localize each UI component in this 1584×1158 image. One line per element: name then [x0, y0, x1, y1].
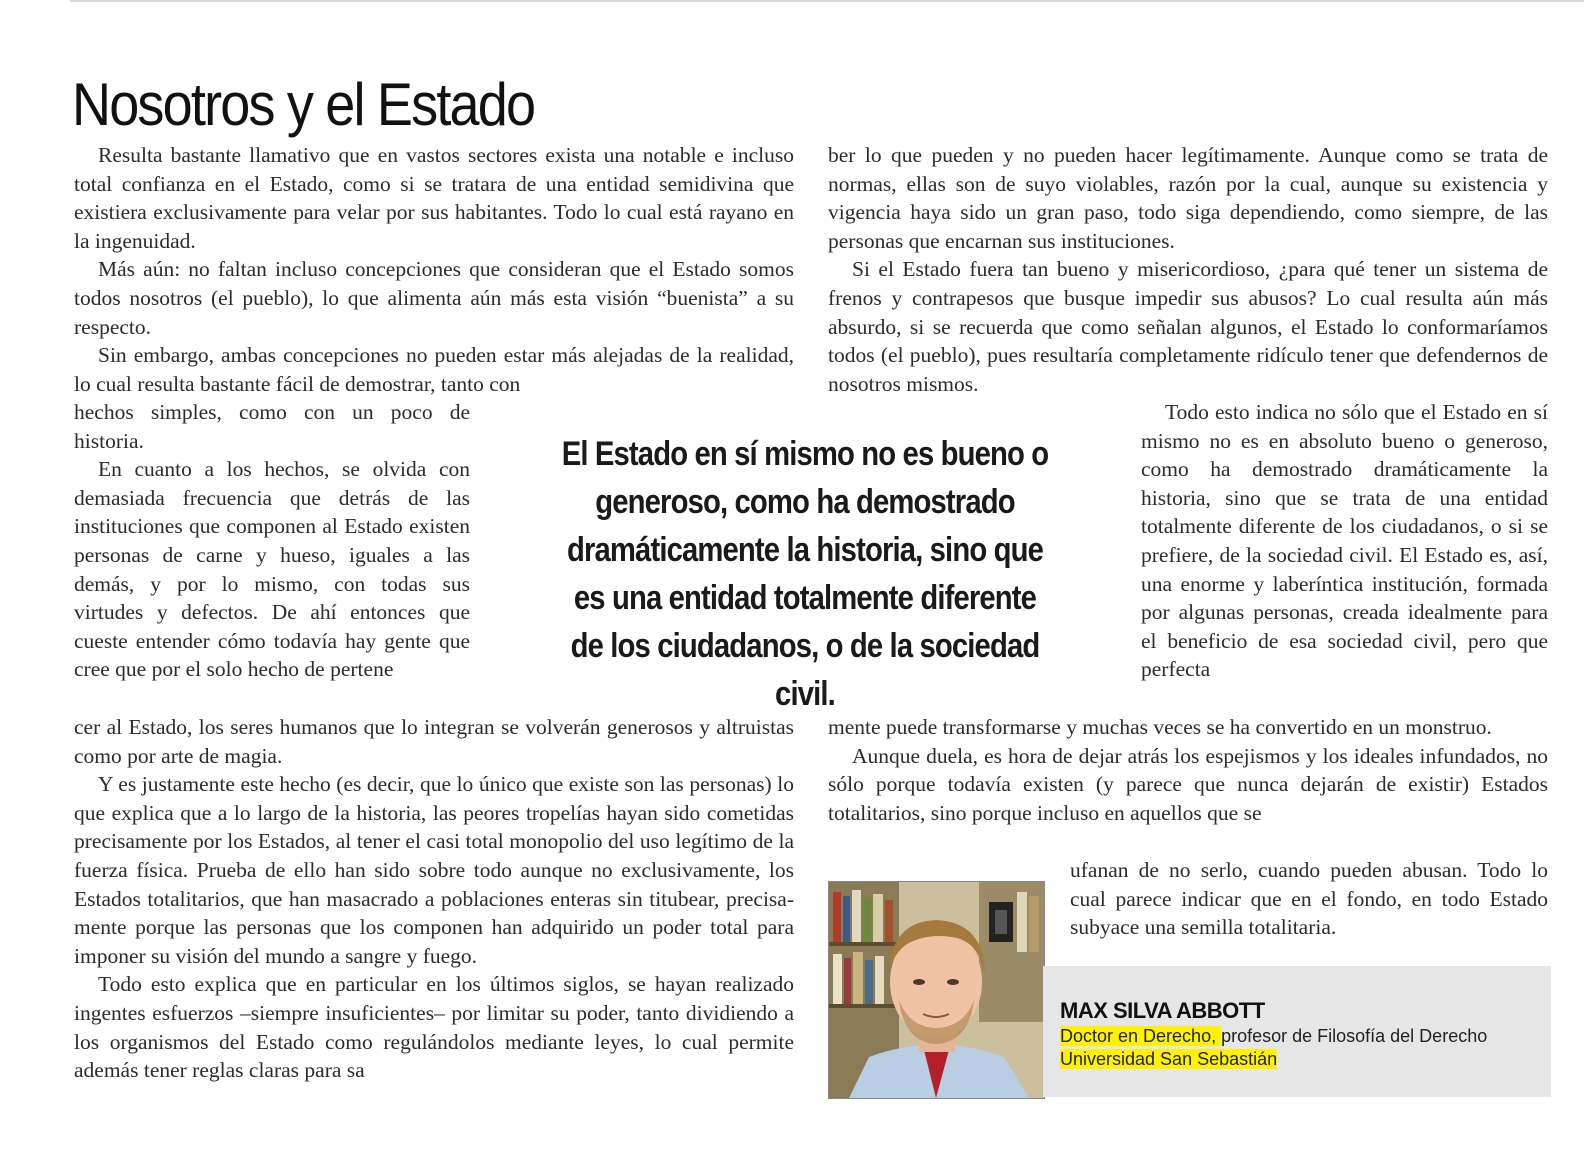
column-1-top	[74, 141, 794, 398]
paragraph: cer al Estado, los seres humanos que lo integran se volverán generosos y altruistas como por arte de magia.	[74, 715, 794, 768]
author-photo	[828, 881, 1045, 1099]
paragraph: hechos simples, como con un poco de historia.	[74, 400, 470, 453]
author-university-text: Universidad San Sebastián	[1060, 1049, 1278, 1069]
author-role-rest: profesor de Filosofía del Derecho	[1221, 1026, 1488, 1046]
author-role-highlighted: Doctor en Derecho,	[1060, 1026, 1222, 1046]
top-rule	[70, 0, 1584, 6]
paragraph: Y es justamente este hecho (es decir, que lo único que existe son las personas) lo que explica que a lo largo de la historia, las peores tropelías hayan sido cometidas precisamente por los Estados, al tener el casi total monopolio del uso legítimo de la fuerza física. Prueba de ello han sido sobre todo aunque no exclusivamente, los Estados totalitarios, que han masacrado a poblaciones enteras sin titubear, precisamente porque las personas que los componen han adquirido un poder total para imponer su visión del mundo a sangre y fuego.	[74, 772, 794, 968]
paragraph: Sin embargo, ambas concepciones no pueden estar más alejadas de la realidad, lo cual resulta bastante fácil de demostrar, tanto con	[74, 343, 794, 396]
column-2-narrow	[1141, 398, 1548, 684]
pull-quote: El Estado en sí mismo no es bueno o generoso, como ha demostrado dramáticamente la historia, sino que es una entidad totalmente diferente de los ciudadanos, o de la sociedad civil.	[561, 435, 1049, 713]
paragraph: Más aún: no faltan incluso concepciones que consideran que el Estado somos todos nosotros (el pueblo), lo que alimenta aún más esta visión “buenista” a su respecto.	[74, 257, 794, 339]
paragraph: Resulta bastante llamativo que en vastos sectores exista una notable e incluso total confianza en el Estado, como si se tratara de una entidad semidivina que existiera exclusivamente para velar por sus habitantes. Todo lo cual está rayano en la ingenuidad.	[74, 143, 794, 253]
paragraph: Aunque duela, es hora de dejar atrás los espejismos y los ideales infundados, no sólo porque todavía existen (y parece que nunca dejarán de existir) Estados totalitarios, sino porque incluso en aquellos que se	[828, 743, 1548, 825]
paragraph: ber lo que pueden y no pueden hacer legítimamente. Aunque como se trata de normas, ellas son de suyo violables, razón por la cual, aunque su existencia y vigencia haya sido un gran paso, todo siga dependiendo, como siempre, de las personas que encarnan sus instituciones.	[828, 143, 1548, 253]
column-2-bottom	[1070, 856, 1548, 942]
paragraph: En cuanto a los hechos, se olvida con demasiada frecuencia que detrás de las instituciones que componen al Estado existen personas de carne y hueso, iguales a las demás, y por lo mismo, con todas sus virtudes y defectos. De ahí entonces que cueste entender cómo todavía hay gente que cree que por el solo hecho de pertene	[74, 457, 470, 682]
column-1-bottom	[74, 713, 794, 1085]
author-portrait-icon	[829, 882, 1044, 1098]
author-name: MAX SILVA ABBOTT	[1060, 998, 1265, 1023]
paragraph: Si el Estado fuera tan bueno y misericordioso, ¿para qué tener un sistema de frenos y contrapesos que busque impedir sus abusos? Lo cual resulta aún más absurdo, si se recuerda que como señalan algunos, el Estado lo conformaríamos todos (el pueblo), pues resultaría completamente ridículo tener que defendernos de nosotros mismos.	[828, 257, 1548, 396]
paragraph: Todo esto indica no sólo que el Estado en sí mismo no es en absoluto bueno o generoso, como ha demostrado dramáticamente la historia, sino que se trata de una entidad totalmente diferente de los ciudadanos, o si se prefiere, de la sociedad civil. El Estado es, así, una enorme y laberíntica institución, formada por algunas personas, creada idealmente para el beneficio de esa sociedad civil, pero que perfecta	[1141, 400, 1548, 682]
author-university	[1060, 1049, 1277, 1070]
paragraph: mente puede transformarse y muchas veces se ha convertido en un monstruo.	[828, 715, 1492, 739]
column-2-middle	[828, 713, 1548, 827]
paragraph: ufanan de no serlo, cuando pueden abusan. Todo lo cual parece indicar que en el fondo, en todo Estado subyace una semilla totalitaria.	[1070, 858, 1548, 940]
article-title: Nosotros y el Estado	[72, 71, 535, 139]
column-2-top	[828, 141, 1548, 398]
author-role	[1060, 1026, 1487, 1047]
paragraph: Todo esto explica que en particular en los últimos siglos, se hayan realizado ingentes esfuerzos –siempre insuficientes– por limitar su poder, tanto dividiendo a los organismos del Estado como regulándolos mediante leyes, lo cual permite además tener reglas claras para sa	[74, 972, 794, 1083]
column-1-narrow	[74, 398, 470, 684]
